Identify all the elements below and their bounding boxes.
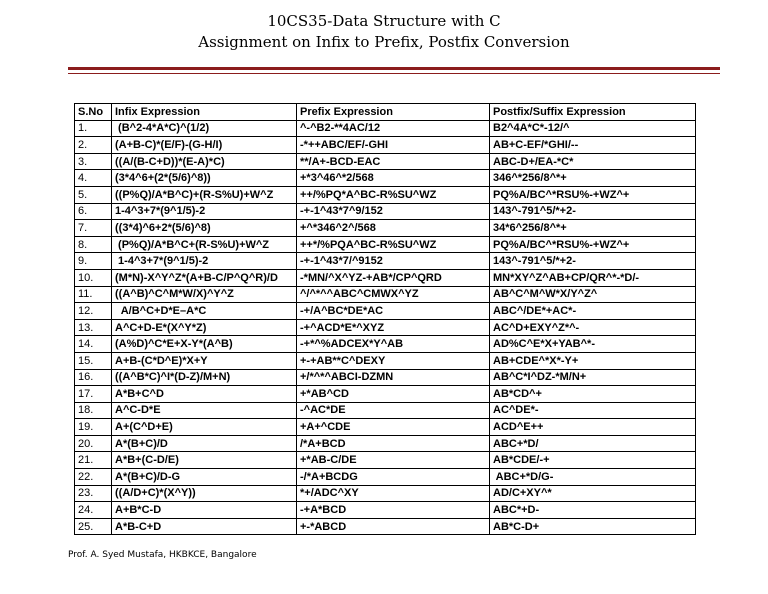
table-row bbox=[75, 502, 696, 519]
table-row bbox=[75, 170, 696, 187]
cell-postfix: AB+C-EF/*GHI/-- bbox=[490, 137, 696, 154]
cell-infix: (P%Q)/A*B^C+(R-S%U)+W^Z bbox=[112, 236, 297, 253]
table-row bbox=[75, 286, 696, 303]
cell-prefix: +*AB^CD bbox=[297, 386, 490, 403]
cell-sno: 9. bbox=[75, 253, 112, 270]
cell-postfix: 34*6^256/8^*+ bbox=[490, 220, 696, 237]
cell-infix: (M*N)-X^Y^Z*(A+B-C/P^Q^R)/D bbox=[112, 269, 297, 286]
cell-infix: A/B^C+D*E–A*C bbox=[112, 303, 297, 320]
cell-postfix: MN*XY^Z^AB+CP/QR^*-*D/- bbox=[490, 269, 696, 286]
cell-prefix: -/*A+BCDG bbox=[297, 469, 490, 486]
cell-infix: ((P%Q)/A*B^C)+(R-S%U)+W^Z bbox=[112, 186, 297, 203]
header-rule-thick bbox=[68, 67, 720, 70]
table-row bbox=[75, 419, 696, 436]
footer-author: Prof. A. Syed Mustafa, HKBKCE, Bangalore bbox=[68, 550, 257, 560]
cell-infix: A*(B+C)/D bbox=[112, 435, 297, 452]
table-header-row bbox=[75, 104, 696, 121]
cell-prefix: -*++ABC/EF/-GHI bbox=[297, 137, 490, 154]
cell-postfix: ABC+*D/G- bbox=[490, 469, 696, 486]
cell-sno: 5. bbox=[75, 186, 112, 203]
cell-sno: 16. bbox=[75, 369, 112, 386]
cell-infix: A+B-(C*D^E)*X+Y bbox=[112, 352, 297, 369]
cell-postfix: AB^C^M^W*X/Y^Z^ bbox=[490, 286, 696, 303]
cell-postfix: 143^-791^5/*+2- bbox=[490, 253, 696, 270]
cell-postfix: ABC*+D- bbox=[490, 502, 696, 519]
table-row bbox=[75, 485, 696, 502]
table-row bbox=[75, 137, 696, 154]
cell-infix: ((A^B*C)^I*(D-Z)/M+N) bbox=[112, 369, 297, 386]
cell-prefix: **/A+-BCD-EAC bbox=[297, 153, 490, 170]
cell-sno: 11. bbox=[75, 286, 112, 303]
cell-prefix: ++*/%PQA^BC-R%SU^WZ bbox=[297, 236, 490, 253]
cell-prefix: +^*346^2^/568 bbox=[297, 220, 490, 237]
cell-postfix: B2^4A*C*-12/^ bbox=[490, 120, 696, 137]
cell-postfix: AD%C^E*X+YAB^*- bbox=[490, 336, 696, 353]
cell-sno: 6. bbox=[75, 203, 112, 220]
document-title: 10CS35-Data Structure with C bbox=[267, 12, 501, 30]
cell-sno: 1. bbox=[75, 120, 112, 137]
table-row bbox=[75, 203, 696, 220]
cell-infix: A+B*C-D bbox=[112, 502, 297, 519]
cell-postfix: 143^-791^5/*+2- bbox=[490, 203, 696, 220]
cell-prefix: -+*^%ADCEX*Y^AB bbox=[297, 336, 490, 353]
cell-prefix: +*AB-C/DE bbox=[297, 452, 490, 469]
cell-prefix: -+^ACD*E*^XYZ bbox=[297, 319, 490, 336]
cell-postfix: 346^*256/8^*+ bbox=[490, 170, 696, 187]
cell-infix: A^C+D-E*(X^Y*Z) bbox=[112, 319, 297, 336]
cell-postfix: AB+CDE^*X*-Y+ bbox=[490, 352, 696, 369]
column-header-infix: Infix Expression bbox=[112, 104, 297, 121]
table-row bbox=[75, 336, 696, 353]
cell-infix: A*B+C^D bbox=[112, 386, 297, 403]
cell-infix: ((3*4)^6+2*(5/6)^8) bbox=[112, 220, 297, 237]
table-row bbox=[75, 352, 696, 369]
cell-sno: 7. bbox=[75, 220, 112, 237]
table-row bbox=[75, 386, 696, 403]
cell-prefix: +-*ABCD bbox=[297, 518, 490, 535]
cell-prefix: ^/^*^^ABC^CMWX^YZ bbox=[297, 286, 490, 303]
cell-sno: 23. bbox=[75, 485, 112, 502]
cell-prefix: ^-^B2-**4AC/12 bbox=[297, 120, 490, 137]
table-row bbox=[75, 319, 696, 336]
cell-postfix: AB*CDE/-+ bbox=[490, 452, 696, 469]
cell-prefix: -+-1^43*7/^9152 bbox=[297, 253, 490, 270]
table-row bbox=[75, 435, 696, 452]
cell-postfix: ABC-D+/EA-*C* bbox=[490, 153, 696, 170]
column-header-postfix: Postfix/Suffix Expression bbox=[490, 104, 696, 121]
cell-sno: 10. bbox=[75, 269, 112, 286]
cell-postfix: ABC+*D/ bbox=[490, 435, 696, 452]
cell-sno: 12. bbox=[75, 303, 112, 320]
cell-infix: (B^2-4*A*C)^(1/2) bbox=[112, 120, 297, 137]
cell-infix: 1-4^3+7*(9^1/5)-2 bbox=[112, 203, 297, 220]
cell-sno: 25. bbox=[75, 518, 112, 535]
cell-infix: A*(B+C)/D-G bbox=[112, 469, 297, 486]
cell-prefix: ++/%PQ*A^BC-R%SU^WZ bbox=[297, 186, 490, 203]
cell-infix: A+(C^D+E) bbox=[112, 419, 297, 436]
cell-sno: 17. bbox=[75, 386, 112, 403]
cell-prefix: +*3^46^*2/568 bbox=[297, 170, 490, 187]
document-subtitle: Assignment on Infix to Prefix, Postfix Conversion bbox=[198, 33, 570, 51]
cell-prefix: *+/ADC^XY bbox=[297, 485, 490, 502]
table-row bbox=[75, 402, 696, 419]
cell-prefix: -+/A^BC*DE*AC bbox=[297, 303, 490, 320]
cell-infix: (3*4^6+(2*(5/6)^8)) bbox=[112, 170, 297, 187]
table-row bbox=[75, 236, 696, 253]
cell-postfix: AC^D+EXY^Z*^- bbox=[490, 319, 696, 336]
cell-postfix: PQ%A/BC^*RSU%-+WZ^+ bbox=[490, 236, 696, 253]
cell-sno: 24. bbox=[75, 502, 112, 519]
cell-postfix: AB*C-D+ bbox=[490, 518, 696, 535]
cell-sno: 14. bbox=[75, 336, 112, 353]
table-row bbox=[75, 120, 696, 137]
cell-sno: 3. bbox=[75, 153, 112, 170]
conversion-table bbox=[74, 103, 696, 535]
column-header-sno: S.No bbox=[75, 104, 112, 121]
cell-sno: 2. bbox=[75, 137, 112, 154]
table-row bbox=[75, 469, 696, 486]
cell-postfix: AB*CD^+ bbox=[490, 386, 696, 403]
cell-postfix: PQ%A/BC^*RSU%-+WZ^+ bbox=[490, 186, 696, 203]
cell-sno: 13. bbox=[75, 319, 112, 336]
cell-postfix: AC^DE*- bbox=[490, 402, 696, 419]
cell-sno: 19. bbox=[75, 419, 112, 436]
cell-sno: 4. bbox=[75, 170, 112, 187]
cell-infix: (A%D)^C*E+X-Y*(A^B) bbox=[112, 336, 297, 353]
cell-postfix: ACD^E++ bbox=[490, 419, 696, 436]
cell-infix: 1-4^3+7*(9^1/5)-2 bbox=[112, 253, 297, 270]
table-row bbox=[75, 452, 696, 469]
cell-prefix: -*MN/^X^YZ-+AB*/CP^QRD bbox=[297, 269, 490, 286]
cell-sno: 21. bbox=[75, 452, 112, 469]
cell-prefix: +A+^CDE bbox=[297, 419, 490, 436]
table-row bbox=[75, 153, 696, 170]
header-rule-thin bbox=[68, 73, 720, 74]
cell-sno: 22. bbox=[75, 469, 112, 486]
cell-prefix: /*A+BCD bbox=[297, 435, 490, 452]
cell-infix: A*B-C+D bbox=[112, 518, 297, 535]
cell-infix: A*B+(C-D/E) bbox=[112, 452, 297, 469]
table-row bbox=[75, 303, 696, 320]
cell-sno: 8. bbox=[75, 236, 112, 253]
cell-prefix: +-+AB**C^DEXY bbox=[297, 352, 490, 369]
cell-infix: ((A/(B-C+D))*(E-A)*C) bbox=[112, 153, 297, 170]
cell-infix: (A+B-C)*(E/F)-(G-H/I) bbox=[112, 137, 297, 154]
cell-infix: ((A^B)^C^M*W/X)^Y^Z bbox=[112, 286, 297, 303]
cell-sno: 15. bbox=[75, 352, 112, 369]
table-row bbox=[75, 220, 696, 237]
cell-infix: ((A/D+C)*(X^Y)) bbox=[112, 485, 297, 502]
cell-prefix: -+A*BCD bbox=[297, 502, 490, 519]
table-row bbox=[75, 518, 696, 535]
column-header-prefix: Prefix Expression bbox=[297, 104, 490, 121]
cell-postfix: ABC^/DE*+AC*- bbox=[490, 303, 696, 320]
cell-prefix: -^AC*DE bbox=[297, 402, 490, 419]
table-row bbox=[75, 186, 696, 203]
cell-postfix: AD/C+XY^* bbox=[490, 485, 696, 502]
cell-sno: 18. bbox=[75, 402, 112, 419]
table-row bbox=[75, 369, 696, 386]
table-row bbox=[75, 253, 696, 270]
table-row bbox=[75, 269, 696, 286]
cell-infix: A^C-D*E bbox=[112, 402, 297, 419]
table-body bbox=[75, 120, 696, 535]
cell-prefix: -+-1^43*7^9/152 bbox=[297, 203, 490, 220]
cell-postfix: AB^C*I^DZ-*M/N+ bbox=[490, 369, 696, 386]
cell-sno: 20. bbox=[75, 435, 112, 452]
cell-prefix: +/*^*^ABCI-DZMN bbox=[297, 369, 490, 386]
